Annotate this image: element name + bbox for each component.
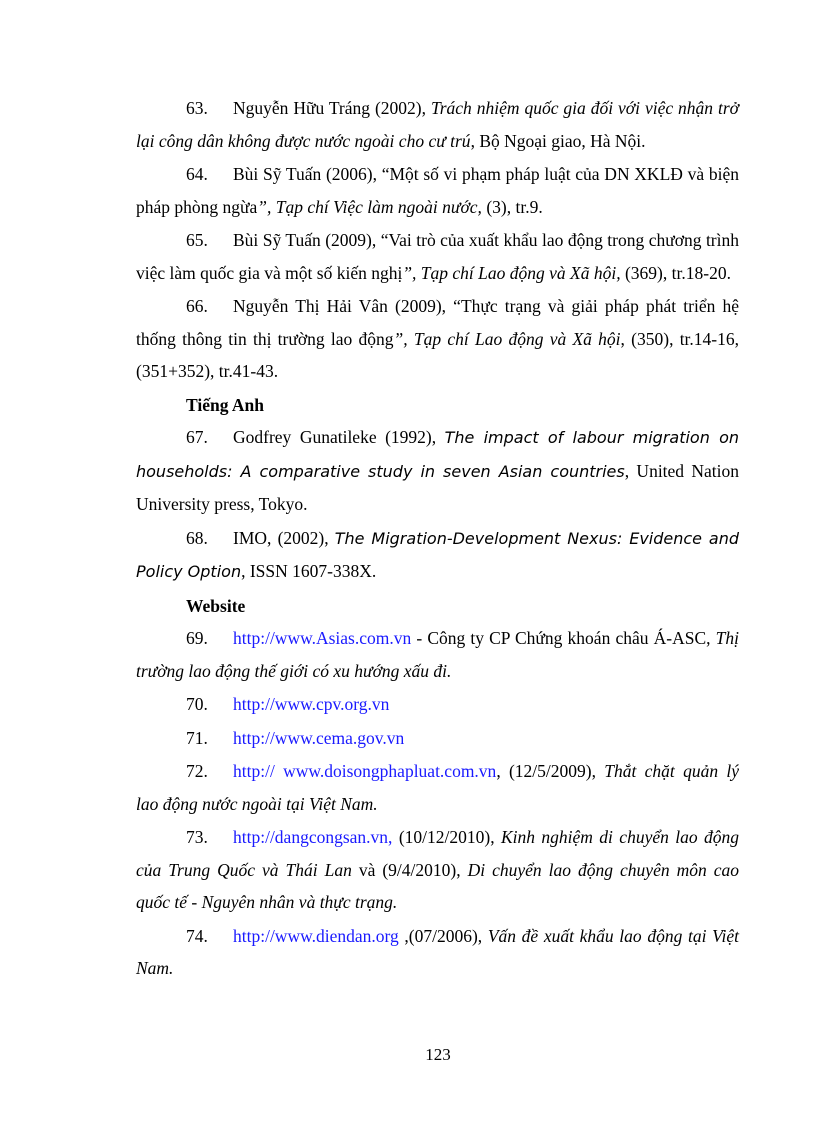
section-heading-website: Website [186, 595, 246, 616]
reference-source: (3), tr.9. [481, 196, 543, 217]
reference-64 [136, 158, 739, 223]
reference-source: , (350), tr.14-16, (351+352), tr.41-43. [136, 328, 739, 381]
reference-number: 68. [186, 527, 208, 548]
reference-number: 63. [186, 98, 208, 118]
reference-source: , United Nation University press, Tokyo. [136, 460, 739, 514]
reference-69 [136, 622, 739, 687]
reference-title: The Migration-Development Nexus: Evidence and Policy Option [136, 528, 739, 581]
reference-71 [136, 722, 739, 755]
reference-66 [136, 290, 739, 388]
reference-link[interactable]: http:// www.doisongphapluat.com.vn [233, 761, 497, 781]
reference-author: Bùi Sỹ Tuấn (2009), “Vai trò của xuất khẩu lao động trong chương trình việc làm quốc gia và một số kiến nghị [136, 230, 739, 283]
reference-link[interactable]: http://www.Asias.com.vn [233, 628, 412, 648]
reference-author: - Công ty CP Chứng khoán châu Á-ASC, [411, 628, 716, 648]
reference-number: 67. [186, 427, 208, 447]
reference-title: Trách nhiệm quốc gia đối với việc nhận trở lại công dân không được nước ngoài cho cư trú [136, 98, 740, 151]
reference-70 [136, 688, 739, 721]
reference-title: Thắt chặt quản lý lao động nước ngoài tại Việt Nam. [136, 761, 739, 814]
reference-author: Bùi Sỹ Tuấn (2006), “Một số vi phạm pháp luật của DN XKLĐ và biện pháp phòng ngừa [136, 164, 739, 217]
reference-65 [136, 224, 739, 289]
reference-68 [136, 522, 739, 589]
reference-title: Thị trường lao động thế giới có xu hướng xấu đi. [136, 628, 739, 681]
page-number: 123 [425, 1045, 451, 1064]
reference-number: 65. [186, 230, 208, 250]
reference-journal: ”, Tạp chí Lao động và Xã hội [393, 328, 621, 349]
reference-63 [136, 92, 739, 157]
reference-author: ,(07/2006), [398, 925, 488, 946]
reference-title: Vấn đề xuất khẩu lao động tại Việt Nam. [136, 925, 739, 978]
reference-title-2: Di chuyển lao động chuyên môn cao quốc tế - Nguyên nhân và thực trạng. [136, 859, 739, 912]
reference-journal: ”, Tạp chí Việc làm ngoài nước, [257, 196, 482, 217]
reference-74 [136, 920, 739, 985]
reference-number: 72. [186, 761, 208, 781]
reference-link[interactable]: http://www.diendan.org [233, 925, 399, 946]
reference-number: 73. [186, 827, 208, 847]
reference-connector: và (9/4/2010), [351, 859, 468, 880]
reference-author: Nguyễn Hữu Tráng (2002), [233, 98, 431, 118]
reference-title: Kinh nghiệm di chuyển lao động của Trung Quốc và Thái Lan [136, 827, 739, 880]
reference-author: Godfrey Gunatileke (1992), [233, 427, 445, 447]
reference-author: Nguyễn Thị Hải Vân (2009), “Thực trạng và giải pháp phát triển hệ thống thông tin thị trường lao động [136, 296, 739, 349]
reference-link[interactable]: http://www.cema.gov.vn [233, 727, 405, 748]
reference-list [136, 92, 739, 985]
reference-73 [136, 821, 739, 919]
reference-author: IMO, (2002), [233, 527, 335, 548]
reference-number: 66. [186, 296, 208, 316]
reference-source: , ISSN 1607-338X. [241, 561, 377, 581]
reference-number: 69. [186, 628, 208, 648]
reference-source: (369), tr.18-20. [620, 262, 731, 283]
reference-67 [136, 421, 739, 521]
reference-journal: ”, Tạp chí Lao động và Xã hội, [402, 262, 621, 283]
reference-72 [136, 755, 739, 820]
reference-number: 70. [186, 694, 208, 714]
reference-source: , Bộ Ngoại giao, Hà Nội. [470, 130, 646, 151]
reference-title: The impact of labour migration on households: A comparative study in seven Asian countries [136, 428, 739, 481]
reference-number: 74. [186, 925, 208, 946]
reference-link[interactable]: http://www.cpv.org.vn [233, 694, 390, 714]
reference-number: 71. [186, 727, 208, 748]
reference-link[interactable]: http://dangcongsan.vn, [233, 827, 393, 847]
reference-author: , (12/5/2009), [496, 761, 605, 781]
reference-author: (10/12/2010), [392, 827, 501, 847]
section-heading-english: Tiếng Anh [186, 394, 264, 415]
reference-number: 64. [186, 164, 208, 184]
